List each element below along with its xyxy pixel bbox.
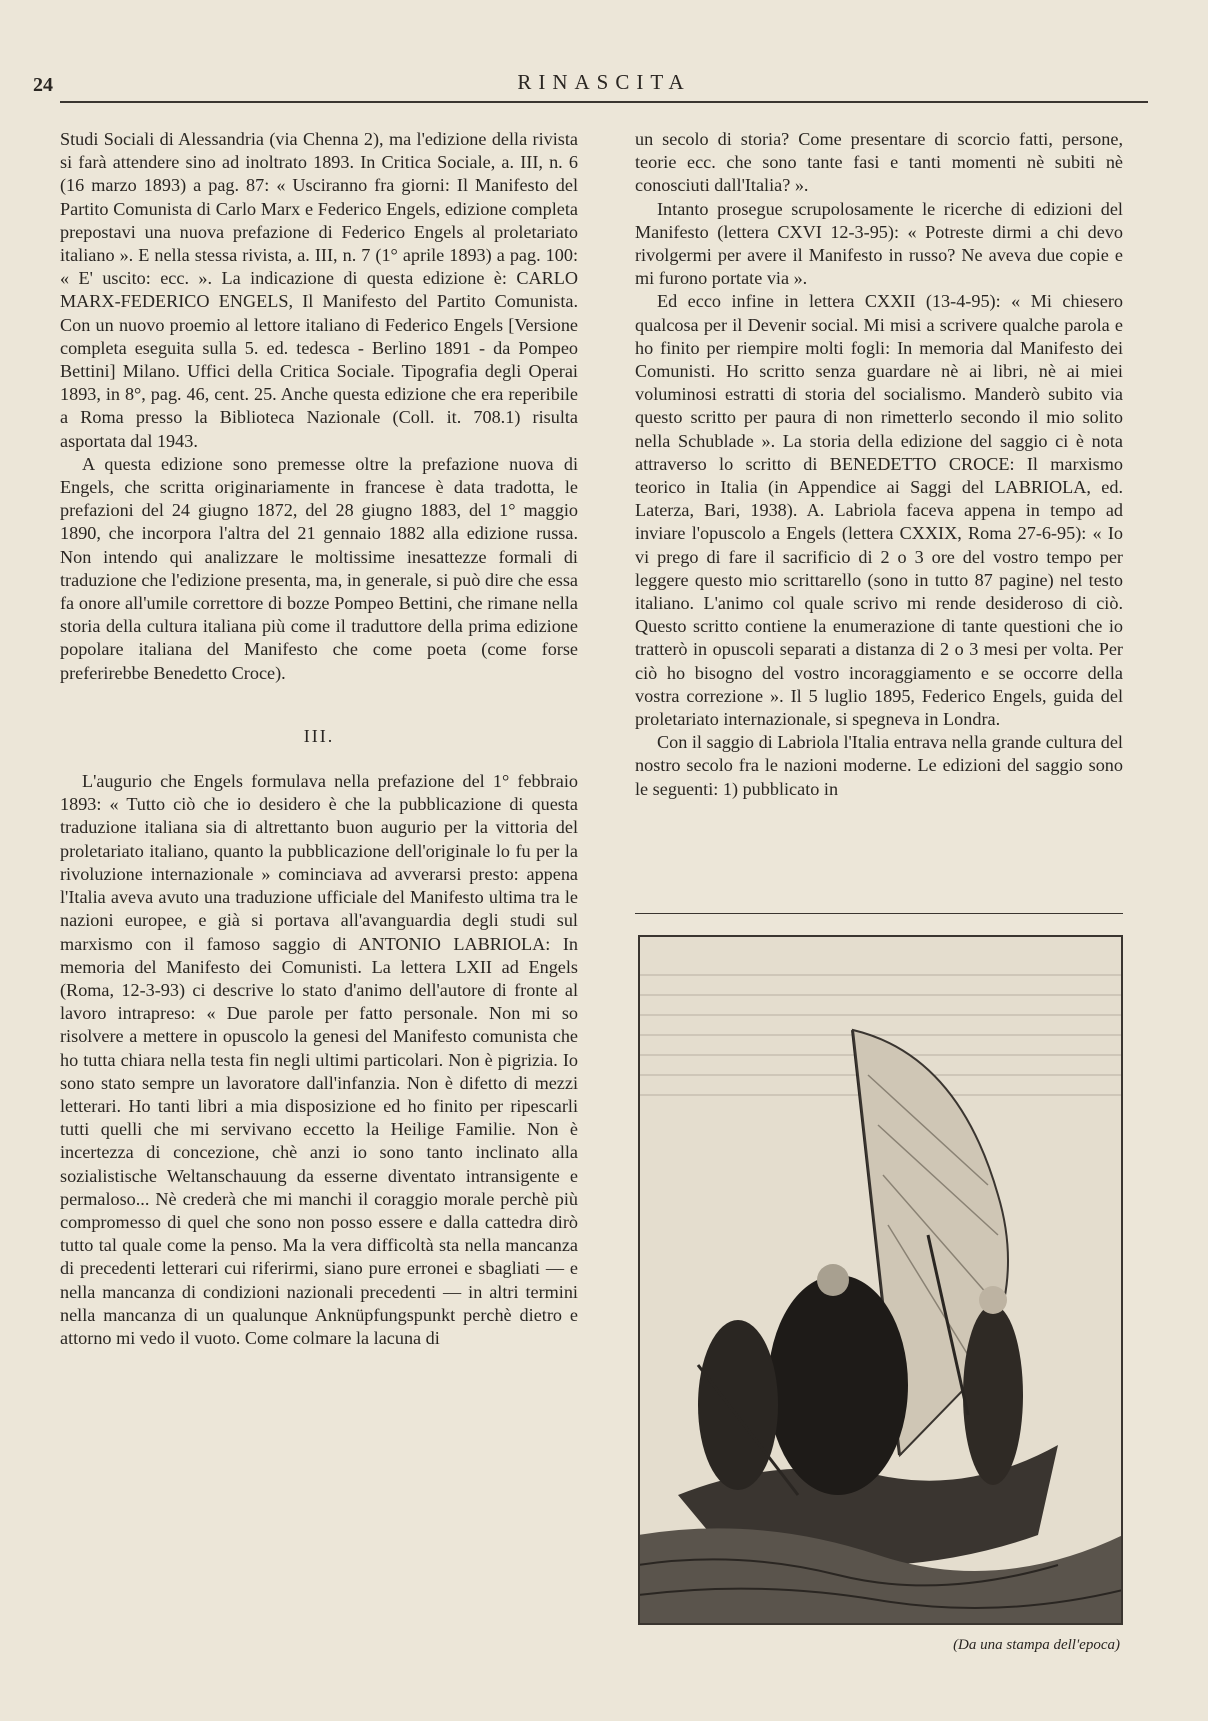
right-paragraph: Intanto prosegue scrupolosamente le ricerche di edizioni del Manifesto (lettera CXVI 12-3-95): « Potreste dirmi a chi devo rivolgermi per avere il Manifesto in russo? Ne aveva due copie e mi furono portate via ». (635, 198, 1123, 289)
illustration-caption: (Da una stampa dell'epoca) (953, 1637, 1120, 1653)
left-paragraph: L'augurio che Engels formulava nella prefazione del 1° febbraio 1893: « Tutto ciò che io desidero è che la pubblicazione di questa traduzione italiana sia di altrettanto buon augurio per la vittoria del proletariato italiano, quanto la pubblicazione dell'originale lo fu per la rivoluzione internazionale » cominciava ad avverarsi presto: appena l'Italia aveva avuto una traduzione ufficiale del Manifesto ultima tra le nazioni europee, e già si portava all'avanguardia degli studi sul marxismo con il famoso saggio di ANTONIO LABRIOLA: In memoria del Manifesto dei Comunisti. La lettera LXII ad Engels (Roma, 12-3-93) ci descrive lo stato d'animo dell'autore di fronte al lavoro intrapreso: « Due parole per fatto personale. Non mi so risolvere a mettere in opuscolo la genesi del Manifesto comunista che ho tutta chiara nella testa fin negli ultimi particolari. Non è pigrizia. Io sono stato sempre un lavoratore dall'infanzia. Non è difetto di mezzi letterari. Ho tanti libri a mia disposizione ed ho finito per ripescarli tutti quelli che mi servivano eccetto la Heilige Familie. Non è incertezza di concezione, chè anzi io sono tanto inclinato alla sozialistische Weltanschauung da esserne diventato intransigente e permaloso... Nè crederà che mi manchi il coraggio morale perchè più compromesso di quel che sono non posso essere e dalla cattedra dirò tutto tal quale come la penso. Ma la vera difficoltà sta nella mancanza di precedenti letterari cui riferirmi, siano pure erronei e sbagliati — e nella mancanza di condizioni nazionali precedenti — in altri termini nella mancanza di un qualunque Anknüpfungspunkt perchè dietro e attorno mi vedo il vuoto. Come colmare la lacuna di (60, 771, 578, 1348)
page-number: 24 (33, 74, 53, 96)
figure-head (817, 1264, 849, 1296)
figure-right-woman (963, 1305, 1023, 1485)
header-rule (60, 101, 1148, 103)
engraving-illustration (638, 935, 1123, 1695)
right-paragraph: Con il saggio di Labriola l'Italia entrava nella grande cultura del nostro secolo fra le nazioni moderne. Le edizioni del saggio sono le seguenti: 1) pubblicato in (635, 732, 1123, 799)
right-column (635, 128, 1123, 801)
section-number: III. (303, 725, 335, 746)
left-paragraph: A questa edizione sono premesse oltre la prefazione nuova di Engels, che scritta originariamente in francese è data tradotta, le prefazioni del 24 giugno 1872, del 28 giugno 1883, del 1° maggio 1890, che incorpora l'altra del 21 gennaio 1882 alla edizione russa. Non intendo qui analizzare le moltissime inesattezze formali di traduzione che l'edizione presenta, ma, in generale, si può dire che essa fa onore all'umile correttore di bozze Pompeo Bettini, che rimane nella storia della cultura italiana più come il traduttore della prima edizione popolare italiana del Manifesto che come poeta (come forse preferirebbe Benedetto Croce). (60, 453, 578, 683)
figure-group-center (768, 1275, 908, 1495)
right-column-rule (635, 913, 1123, 914)
left-column (60, 128, 578, 1350)
left-paragraph: Studi Sociali di Alessandria (via Chenna 2), ma l'edizione della rivista si farà attendere sino ad inoltrato 1893. In Critica Sociale, a. III, n. 6 (16 marzo 1893) a pag. 87: « Usciranno fra giorni: Il Manifesto del Partito Comunista di Carlo Marx e Federico Engels, edizione completa prepostavi una nuova prefazione di Federico Engels al proletariato italiano ». E nella stessa rivista, a. III, n. 7 (1° aprile 1893) a pag. 100: « E' uscito: ecc. ». La indicazione di questa edizione è: CARLO MARX-FEDERICO ENGELS, Il Manifesto del Partito Comunista. Con un nuovo proemio al lettore italiano di Federico Engels [Versione completa eseguita sulla 5. ed. tedesca - Berlino 1891 - da Pompeo Bettini] Milano. Uffici della Critica Sociale. Tipografia degli Operai 1893, in 8°, pag. 46, cent. 25. Anche questa edizione che era reperibile a Roma presso la Biblioteca Nazionale (Coll. it. 708.1) risulta asportata dal 1943. (60, 129, 578, 451)
figure-head (979, 1286, 1007, 1314)
right-paragraph: Ed ecco infine in lettera CXXII (13-4-95): « Mi chiesero qualcosa per il Devenir social. Mi misi a scrivere qualche parola e ho finito per riempire molti fogli: In memoria dal Manifesto dei Comunisti. Ho scritto senza guardare nè ai libri, nè ai miei voluminosi estratti di storia del socialismo. Manderò subito via questo scritto per paura di non rimetterlo secondo il mio solito nella Schublade ». La storia della edizione del saggio ci è nota attraverso lo scritto di BENEDETTO CROCE: Il marxismo teorico in Italia (in Appendice ai Saggi del LABRIOLA, ed. Laterza, Bari, 1938). A. Labriola faceva appena in tempo ad inviare l'opuscolo a Engels (lettera CXXIX, Roma 27-6-95): « Io vi prego di fare il sacrificio di 2 o 3 ore del vostro tempo per leggere questo mio scrittarello (sono in tutto 87 pagine) nel testo italiano. L'animo col quale scrivo mi rende desideroso di ciò. Questo scritto contiene la enumerazione di tante questioni che io tratterò in opuscoli separati a distanza di 2 o 3 mesi per volta. Per ciò ho bisogno del vostro incoraggiamento e se occorre della vostra correzione ». Il 5 luglio 1895, Federico Engels, guida del proletariato internazionale, si spegneva in Londra. (635, 291, 1123, 730)
figure-left (698, 1320, 778, 1490)
running-head-title: RINASCITA (517, 70, 691, 94)
right-paragraph: un secolo di storia? Come presentare di scorcio fatti, persone, teorie ecc. che sono tante fasi e tanti momenti nè subiti nè conosciuti dall'Italia? ». (635, 129, 1123, 196)
